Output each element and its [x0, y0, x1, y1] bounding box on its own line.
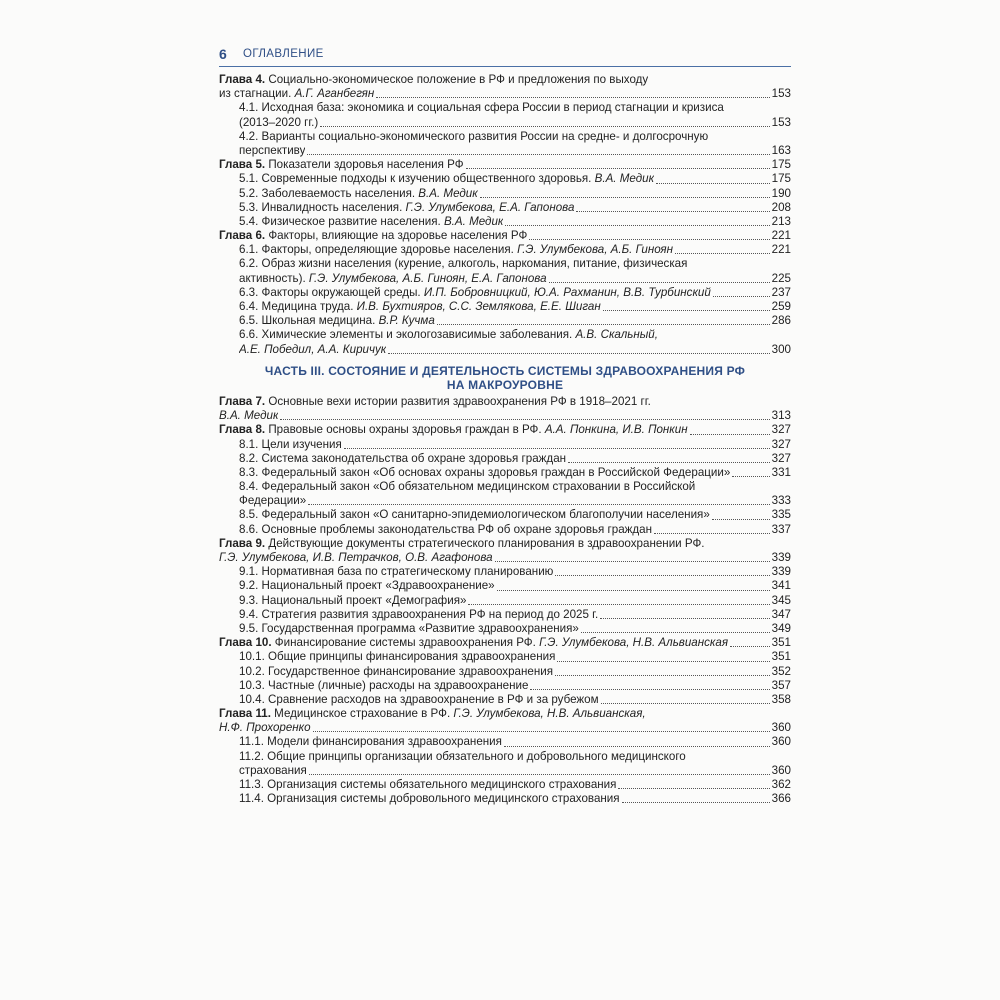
entry-text: 4.1. Исходная база: экономика и социальная сфера России в период стагнации и кризиса	[239, 101, 724, 115]
toc-section-row[interactable]	[219, 693, 791, 707]
entry-authors: Г.Э. Улумбекова, Е.А. Гапонова	[405, 200, 575, 214]
dot-leader	[530, 679, 769, 690]
toc-chapter-row[interactable]	[219, 229, 791, 243]
toc-entry-title	[239, 792, 620, 806]
dot-leader	[549, 272, 770, 283]
toc-section-row[interactable]	[219, 679, 791, 693]
entry-text: Финансирование системы здравоохранения РФ.	[271, 636, 540, 650]
chapter-label: Глава 11.	[219, 707, 271, 721]
part-heading	[219, 364, 791, 379]
page-ref: 360	[771, 763, 791, 777]
toc-entry-title	[239, 201, 574, 215]
entry-text: Основные вехи истории развития здравоохранения РФ в 1918–2021 гг.	[265, 394, 651, 408]
dot-leader	[437, 314, 770, 325]
toc-entry-title	[239, 286, 711, 300]
page-ref: 337	[771, 522, 791, 536]
entry-text: 4.2. Варианты социально-экономического развития России на средне- и долгосрочную	[239, 129, 709, 143]
page-ref: 213	[771, 214, 791, 228]
toc-section-row[interactable]	[219, 201, 791, 215]
page-ref: 366	[771, 792, 791, 806]
page-ref: 358	[771, 692, 791, 706]
entry-text: 6.6. Химические элементы и экологозависимые заболевания.	[239, 328, 576, 342]
entry-authors: В.А. Медик	[443, 214, 504, 228]
dot-leader	[654, 523, 770, 534]
entry-text: 8.3. Федеральный закон «Об основах охраны здоровья граждан в Российской Федерации»	[239, 465, 731, 479]
entry-text: 5.3. Инвалидность населения.	[239, 200, 406, 214]
page-ref: 333	[771, 494, 791, 508]
dot-leader	[557, 651, 769, 662]
toc-section-row[interactable]	[219, 764, 791, 778]
dot-leader	[581, 622, 770, 633]
entry-text: 8.1. Цели изучения	[239, 437, 342, 451]
dot-leader	[732, 466, 769, 477]
toc-section-row[interactable]	[219, 665, 791, 679]
entry-text: активность).	[239, 271, 309, 285]
toc-section-row[interactable]	[219, 314, 791, 328]
running-head	[219, 44, 791, 67]
dot-leader	[308, 494, 769, 505]
toc-entry-title	[219, 158, 464, 172]
toc-entry-title	[239, 764, 307, 778]
toc-entry-title	[239, 215, 503, 229]
page-ref: 352	[771, 664, 791, 678]
entry-authors: Н.Ф. Прохоренко	[219, 721, 311, 735]
entry-text: 5.1. Современные подходы к изучению общественного здоровья.	[239, 172, 595, 186]
entry-text: 9.5. Государственная программа «Развитие здравоохранения»	[239, 621, 579, 635]
entry-text: Социально-экономическое положение в РФ и предложения по выходу	[265, 73, 649, 86]
entry-authors: А.Г. Аганбегян	[294, 87, 375, 101]
entry-authors: Г.Э. Улумбекова, И.В. Петрачков, О.В. Агафонова	[219, 551, 493, 564]
entry-authors: В.А. Медик	[594, 172, 655, 186]
dot-leader	[376, 87, 769, 98]
toc-entry-title	[239, 172, 654, 186]
entry-text: 9.3. Национальный проект «Демография»	[239, 593, 467, 607]
toc-section-row[interactable]	[219, 778, 791, 792]
dot-leader	[468, 594, 769, 605]
part-heading-text: НА МАКРОУРОВНЕ	[446, 378, 564, 393]
toc-entry-title	[219, 409, 278, 423]
dot-leader	[555, 665, 770, 676]
toc-section-row[interactable]	[219, 650, 791, 664]
toc-section-row[interactable]	[219, 466, 791, 480]
toc-section-row	[219, 257, 791, 271]
dot-leader	[495, 551, 770, 562]
dot-leader	[656, 173, 770, 184]
dot-leader	[529, 229, 769, 240]
toc-section-row[interactable]	[219, 494, 791, 508]
chapter-label: Глава 4.	[219, 73, 266, 86]
dot-leader	[730, 636, 770, 647]
toc-section-row[interactable]	[219, 300, 791, 314]
part-heading	[219, 378, 791, 393]
page-ref: 341	[771, 579, 791, 593]
toc-section-row	[219, 328, 791, 342]
page-ref: 259	[771, 300, 791, 313]
toc-section-row[interactable]	[219, 565, 791, 579]
dot-leader	[280, 409, 769, 420]
entry-text: 9.2. Национальный проект «Здравоохранение»	[239, 579, 495, 593]
toc-section-row	[219, 101, 791, 115]
chapter-label: Глава 8.	[219, 423, 266, 437]
entry-text: страхования	[239, 763, 307, 777]
toc-entry-title	[239, 735, 502, 749]
toc-entry-title	[239, 187, 478, 201]
entry-text: 10.4. Сравнение расходов на здравоохранение в РФ и за рубежом	[239, 692, 599, 706]
toc-section-row[interactable]	[219, 622, 791, 636]
toc-entry-title	[239, 480, 695, 494]
dot-leader	[388, 343, 769, 354]
table-of-contents	[219, 73, 791, 806]
page-ref: 153	[771, 87, 791, 101]
page-ref: 360	[771, 735, 791, 749]
toc-entry-title	[239, 328, 658, 342]
entry-text: перспективу	[239, 143, 306, 157]
entry-authors: Г.Э. Улумбекова, А.Б. Гиноян	[517, 243, 673, 257]
toc-entry-title	[219, 721, 311, 735]
toc-entry-title	[239, 494, 306, 508]
page-ref: 351	[771, 650, 791, 664]
chapter-label: Глава 5.	[219, 158, 266, 172]
toc-section-row[interactable]	[219, 508, 791, 522]
toc-section-row[interactable]	[219, 144, 791, 158]
entry-text: Факторы, влияющие на здоровье населения РФ	[265, 229, 528, 243]
toc-entry-title	[219, 537, 705, 551]
toc-entry-title	[239, 508, 710, 522]
toc-chapter-row	[219, 707, 791, 721]
page-ref: 163	[771, 143, 791, 157]
toc-entry-title	[239, 314, 435, 328]
toc-section-row[interactable]	[219, 452, 791, 466]
entry-authors: Г.Э. Улумбекова, Н.В. Альвианская,	[453, 707, 646, 721]
entry-text: Действующие документы стратегического планирования в здравоохранении РФ.	[265, 536, 705, 550]
part-heading-text: ЧАСТЬ III. СОСТОЯНИЕ И ДЕЯТЕЛЬНОСТЬ СИСТЕМЫ ЗДРАВООХРАНЕНИЯ РФ	[264, 363, 746, 378]
entry-text: Федерации»	[239, 494, 307, 508]
toc-entry-title	[219, 87, 374, 101]
page-ref: 335	[771, 508, 791, 522]
toc-section-row[interactable]	[219, 594, 791, 608]
toc-section-row[interactable]	[219, 272, 791, 286]
entry-text: 6.2. Образ жизни населения (курение, алкоголь, наркомания, питание, физическая	[239, 257, 688, 271]
page-ref: 339	[771, 551, 791, 564]
toc-chapter-row[interactable]	[219, 636, 791, 650]
dot-leader	[505, 215, 769, 226]
entry-text: 10.3. Частные (личные) расходы на здравоохранение	[239, 678, 529, 692]
dot-leader	[568, 452, 770, 463]
page-ref: 327	[771, 451, 791, 465]
entry-authors: А.В. Скальный,	[575, 328, 658, 342]
toc-entry-title	[239, 622, 579, 636]
chapter-label: Глава 6.	[219, 229, 266, 243]
toc-entry-title	[239, 130, 708, 144]
entry-text: из стагнации.	[219, 87, 295, 101]
toc-entry-title	[219, 423, 688, 437]
toc-entry-title	[239, 466, 730, 480]
toc-entry-title	[219, 551, 493, 565]
toc-entry-title	[239, 665, 553, 679]
dot-leader	[600, 608, 769, 619]
toc-entry-title	[239, 272, 547, 286]
dot-leader	[622, 792, 770, 803]
entry-text: 11.3. Организация системы обязательного медицинского страхования	[239, 778, 617, 791]
entry-authors: А.Е. Победил, А.А. Киричук	[239, 342, 387, 356]
entry-authors: А.А. Понкина, И.В. Понкин	[544, 423, 688, 437]
toc-chapter-row	[219, 395, 791, 409]
toc-section-row[interactable]	[219, 343, 791, 357]
entry-text: 11.2. Общие принципы организации обязательного и добровольного медицинского	[239, 749, 686, 763]
entry-text: 8.5. Федеральный закон «О санитарно-эпидемиологическом благополучии населения»	[239, 508, 710, 522]
page-ref: 225	[771, 271, 791, 285]
toc-entry-title	[239, 101, 724, 115]
page-ref: 313	[771, 409, 791, 423]
dot-leader	[313, 721, 770, 732]
toc-chapter-row[interactable]	[219, 721, 791, 735]
page-ref: 360	[771, 721, 791, 735]
toc-section-row[interactable]	[219, 215, 791, 229]
dot-leader	[307, 144, 769, 155]
dot-leader	[504, 736, 770, 747]
entry-text: Медицинское страхование в РФ.	[270, 707, 454, 721]
entry-text: 6.3. Факторы окружающей среды.	[239, 285, 424, 299]
toc-entry-title	[239, 594, 466, 608]
dot-leader	[320, 116, 769, 127]
toc-entry-title	[219, 707, 646, 721]
entry-text: 8.2. Система законодательства об охране здоровья граждан	[239, 451, 567, 465]
page-ref: 237	[771, 285, 791, 299]
running-title: ОГЛАВЛЕНИЕ	[243, 48, 324, 60]
toc-entry-title	[239, 565, 553, 579]
toc-section-row	[219, 480, 791, 494]
page-ref: 221	[771, 243, 791, 257]
page-ref: 357	[771, 678, 791, 692]
toc-chapter-row[interactable]	[219, 551, 791, 565]
page-ref: 190	[771, 186, 791, 200]
entry-text: 6.5. Школьная медицина.	[239, 314, 379, 328]
toc-entry-title	[219, 229, 527, 243]
dot-leader	[480, 187, 770, 198]
toc-entry-title	[239, 579, 495, 593]
entry-text: 11.1. Модели финансирования здравоохранения	[239, 735, 502, 749]
page-ref: 327	[771, 437, 791, 451]
dot-leader	[713, 286, 770, 297]
toc-entry-title	[239, 116, 318, 130]
entry-text: 9.4. Стратегия развития здравоохранения РФ на период до 2025 г.	[239, 607, 599, 621]
entry-text: Правовые основы охраны здоровья граждан в РФ.	[265, 423, 545, 437]
page-ref: 347	[771, 607, 791, 621]
toc-section-row[interactable]	[219, 116, 791, 130]
dot-leader	[576, 201, 769, 212]
entry-authors: Г.Э. Улумбекова, А.Б. Гиноян, Е.А. Гапонова	[308, 271, 547, 285]
toc-chapter-row	[219, 537, 791, 551]
entry-text: 9.1. Нормативная база по стратегическому планированию	[239, 565, 554, 579]
entry-text: Показатели здоровья населения РФ	[265, 158, 464, 172]
toc-entry-title	[239, 343, 386, 357]
entry-text: 5.2. Заболеваемость населения.	[239, 186, 419, 200]
toc-section-row[interactable]	[219, 608, 791, 622]
page-ref: 362	[771, 778, 791, 791]
entry-authors: Г.Э. Улумбекова, Н.В. Альвианская	[539, 636, 729, 650]
entry-text: 8.6. Основные проблемы законодательства РФ об охране здоровья граждан	[239, 522, 653, 536]
toc-chapter-row[interactable]	[219, 409, 791, 423]
page-ref: 351	[771, 636, 791, 650]
dot-leader	[466, 158, 770, 169]
toc-section-row[interactable]	[219, 579, 791, 593]
toc-entry-title	[239, 300, 601, 314]
dot-leader	[344, 438, 770, 449]
toc-chapter-row[interactable]	[219, 158, 791, 172]
toc-entry-title	[239, 144, 305, 158]
page-ref: 221	[771, 229, 791, 243]
entry-authors: В.Р. Кучма	[378, 314, 435, 328]
toc-entry-title	[239, 452, 566, 466]
toc-section-row	[219, 750, 791, 764]
toc-section-row[interactable]	[219, 792, 791, 806]
toc-entry-title	[219, 395, 651, 409]
page-ref: 153	[771, 115, 791, 129]
toc-section-row[interactable]	[219, 735, 791, 749]
toc-section-row[interactable]	[219, 523, 791, 537]
toc-section-row[interactable]	[219, 243, 791, 257]
toc-entry-title	[239, 679, 528, 693]
page-ref: 349	[771, 621, 791, 635]
toc-entry-title	[219, 73, 648, 87]
page-ref: 300	[771, 342, 791, 356]
toc-entry-title	[239, 438, 342, 452]
toc-section-row[interactable]	[219, 438, 791, 452]
toc-entry-title	[239, 693, 599, 707]
toc-chapter-row	[219, 73, 791, 87]
entry-text: 10.1. Общие принципы финансирования здравоохранения	[239, 650, 556, 664]
toc-entry-title	[239, 523, 652, 537]
page-ref: 331	[771, 465, 791, 479]
toc-entry-title	[239, 608, 598, 622]
entry-text: 6.4. Медицина труда.	[239, 300, 357, 313]
entry-text: 5.4. Физическое развитие населения.	[239, 214, 444, 228]
chapter-label: Глава 10.	[219, 636, 272, 650]
page-ref: 286	[771, 314, 791, 328]
page-ref: 208	[771, 200, 791, 214]
toc-section-row[interactable]	[219, 172, 791, 186]
chapter-label: Глава 7.	[219, 394, 266, 408]
toc-chapter-row[interactable]	[219, 423, 791, 437]
toc-entry-title	[239, 650, 555, 664]
toc-section-row[interactable]	[219, 187, 791, 201]
dot-leader	[497, 580, 770, 591]
entry-text: 8.4. Федеральный закон «Об обязательном медицинском страховании в Российской	[239, 480, 696, 494]
dot-leader	[603, 300, 770, 311]
page-ref: 339	[771, 565, 791, 579]
toc-entry-title	[239, 750, 686, 764]
toc-entry-title	[219, 636, 728, 650]
page-ref: 327	[771, 423, 791, 437]
page-ref: 175	[771, 158, 791, 172]
entry-authors: И.П. Бобровницкий, Ю.А. Рахманин, В.В. Турбинский	[423, 285, 711, 299]
dot-leader	[601, 693, 770, 704]
page-ref: 175	[771, 172, 791, 186]
dot-leader	[309, 764, 770, 775]
entry-authors: В.А. Медик	[418, 186, 478, 200]
toc-chapter-row[interactable]	[219, 87, 791, 101]
entry-authors: В.А. Медик	[219, 409, 279, 423]
dot-leader	[675, 243, 770, 254]
dot-leader	[712, 509, 770, 520]
toc-section-row[interactable]	[219, 286, 791, 300]
dot-leader	[555, 565, 769, 576]
chapter-label: Глава 9.	[219, 536, 266, 550]
dot-leader	[690, 424, 770, 435]
toc-entry-title	[239, 778, 616, 792]
entry-text: (2013–2020 гг.)	[239, 115, 319, 129]
page-ref: 345	[771, 593, 791, 607]
toc-section-row	[219, 130, 791, 144]
entry-text: 6.1. Факторы, определяющие здоровье населения.	[239, 243, 518, 257]
entry-authors: И.В. Бухтияров, С.С. Землякова, Е.Е. Шиган	[356, 300, 601, 313]
dot-leader	[618, 778, 769, 789]
toc-entry-title	[239, 257, 687, 271]
page-number: 6	[219, 46, 227, 62]
entry-text: 10.2. Государственное финансирование здравоохранения	[239, 664, 554, 678]
toc-entry-title	[239, 243, 673, 257]
entry-text: 11.4. Организация системы добровольного медицинского страхования	[239, 792, 620, 806]
